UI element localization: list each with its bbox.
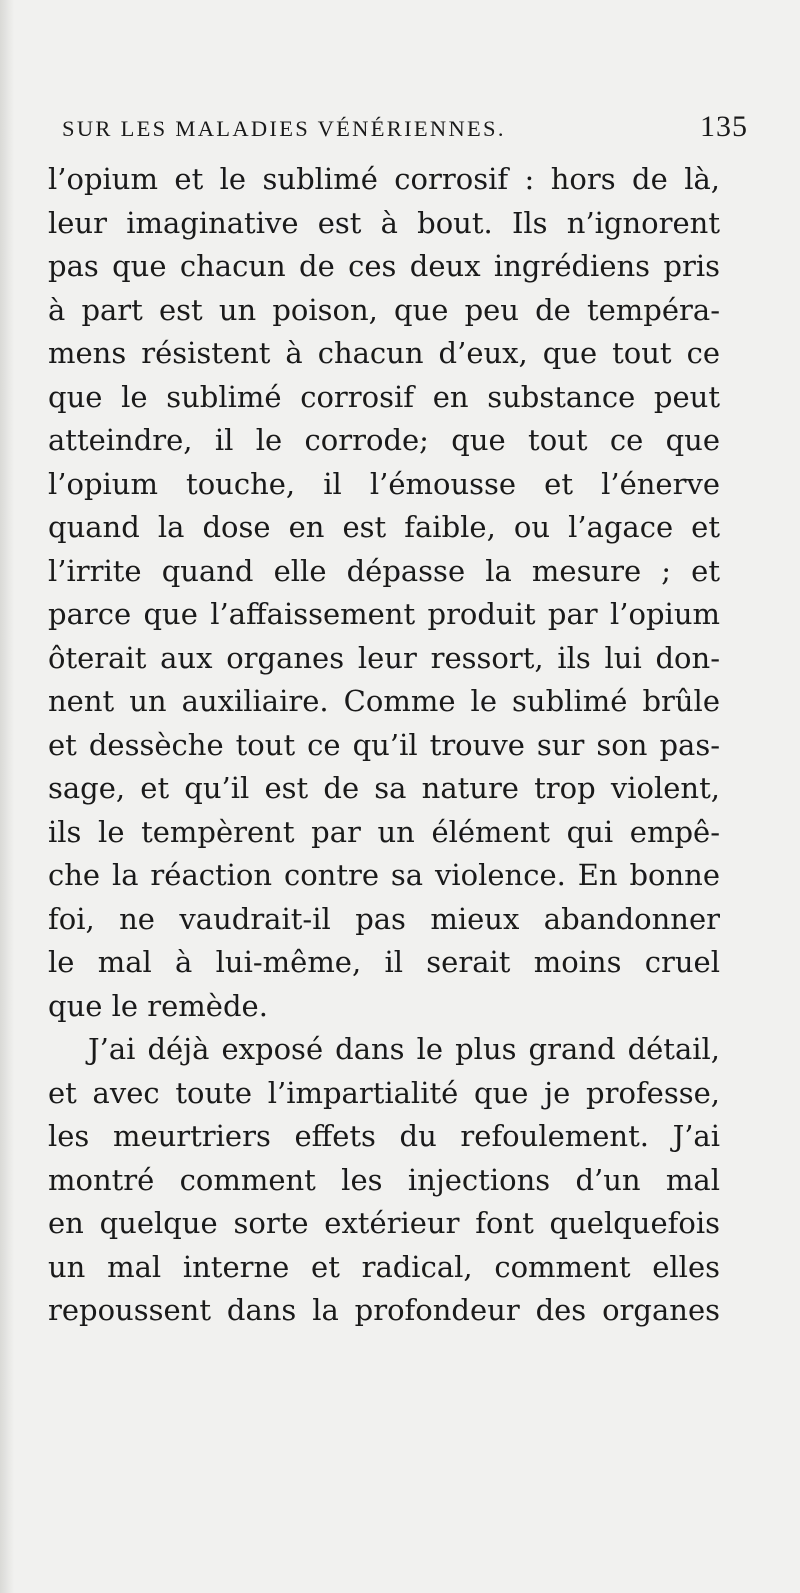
text-line: leur imaginative est à bout. Ils n’ignorent bbox=[48, 205, 720, 240]
text-line: sage, et qu’il est de sa nature trop violent, bbox=[48, 771, 720, 805]
paragraph-first-line: J’ai déjà exposé dans le plus grand détail, bbox=[88, 1032, 720, 1066]
text-line: l’opium touche, il l’émousse et l’énerve bbox=[48, 466, 720, 501]
text-line: le mal à lui-même, il serait moins cruel bbox=[48, 945, 720, 979]
text-line: pas que chacun de ces deux ingrédiens pris bbox=[48, 249, 720, 283]
body-text bbox=[48, 158, 720, 1333]
text-line: l’irrite quand elle dépasse la mesure ; et bbox=[48, 553, 720, 588]
text-line: parce que l’affaissement produit par l’opium bbox=[48, 597, 720, 631]
text-line: les meurtriers effets du refoulement. J’ai bbox=[48, 1119, 720, 1153]
text-line: mens résistent à chacun d’eux, que tout ce bbox=[48, 336, 720, 370]
text-line: che la réaction contre sa violence. En bonne bbox=[48, 858, 720, 892]
text-line: en quelque sorte extérieur font quelquefois bbox=[48, 1206, 720, 1240]
text-line: un mal interne et radical, comment elles bbox=[48, 1249, 720, 1284]
text-line: quand la dose en est faible, ou l’agace et bbox=[48, 510, 720, 544]
page-edge-shadow bbox=[0, 0, 14, 1593]
paragraph-end-line: que le remède. bbox=[48, 988, 268, 1023]
text-line: foi, ne vaudrait-il pas mieux abandonner bbox=[48, 901, 720, 936]
text-line: et dessèche tout ce qu’il trouve sur son pas- bbox=[48, 727, 720, 762]
text-line: à part est un poison, que peu de tempéra- bbox=[48, 292, 720, 327]
running-header bbox=[62, 112, 748, 148]
text-line: nent un auxiliaire. Comme le sublimé brûle bbox=[48, 684, 720, 718]
text-line: atteindre, il le corrode; que tout ce que bbox=[48, 423, 720, 457]
text-line: ôterait aux organes leur ressort, ils lui don- bbox=[48, 640, 720, 675]
text-line: et avec toute l’impartialité que je professe, bbox=[48, 1075, 720, 1110]
page-number: 135 bbox=[700, 110, 748, 143]
text-line: montré comment les injections d’un mal bbox=[48, 1162, 720, 1197]
text-line: l’opium et le sublimé corrosif : hors de là, bbox=[48, 162, 720, 196]
running-title: SUR LES MALADIES VÉNÉRIENNES. bbox=[62, 116, 506, 141]
text-line: ils le tempèrent par un élément qui empê- bbox=[48, 814, 720, 849]
text-line: repoussent dans la profondeur des organes bbox=[48, 1293, 720, 1327]
text-line: que le sublimé corrosif en substance peut bbox=[48, 379, 720, 414]
